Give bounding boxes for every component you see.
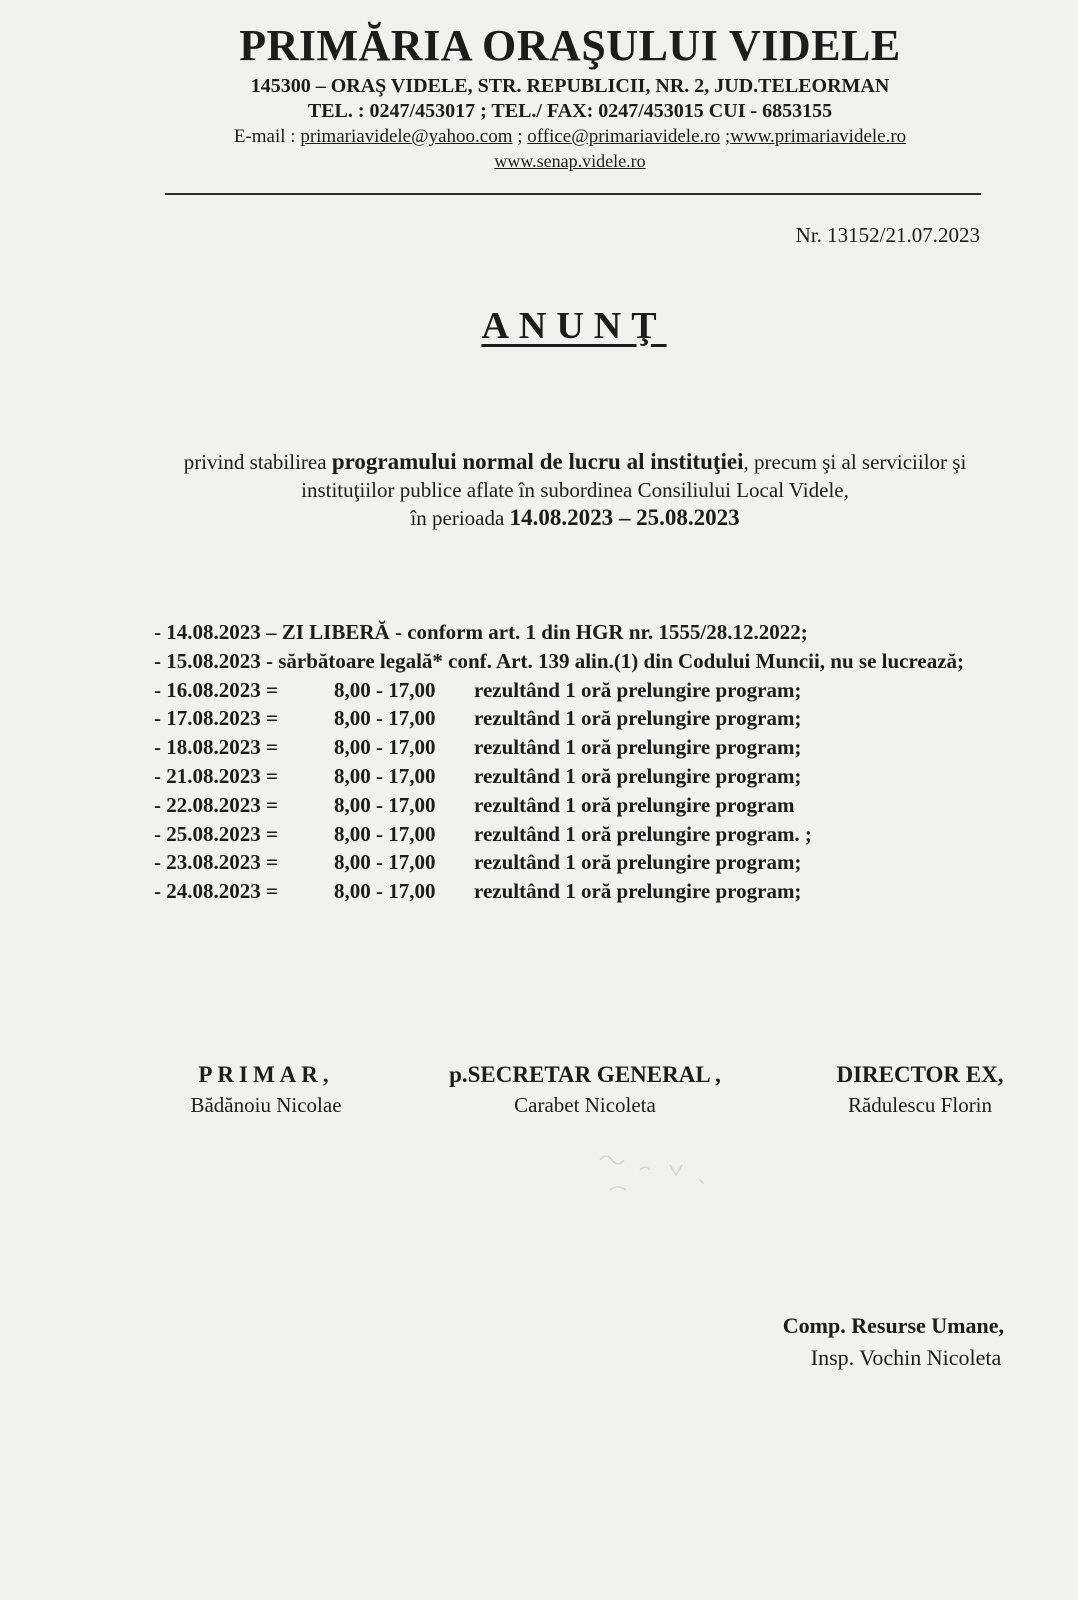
schedule-hours: 8,00 - 17,00 (334, 735, 436, 760)
schedule-row (154, 791, 1014, 820)
period-range: 14.08.2023 – 25.08.2023 (509, 505, 740, 530)
period-text: în perioada (410, 506, 510, 530)
separator: ; (720, 126, 731, 147)
schedule-row (154, 676, 1014, 705)
schedule-item-holiday: - 15.08.2023 - sărbătoare legală* conf. Art. 139 alin.(1) din Codului Muncii, nu se lucrează; (154, 648, 965, 673)
separator: ; (512, 126, 528, 147)
signature-name: Carabet Nicoleta (514, 1093, 656, 1117)
schedule-row (154, 877, 1014, 906)
signature-name: Bădănoiu Nicolae (190, 1093, 342, 1117)
announcement-intro (170, 448, 980, 532)
schedule-date: - 24.08.2023 = (154, 879, 278, 904)
email-link-2[interactable]: office@primariavidele.ro (527, 126, 721, 147)
schedule-note: rezultând 1 oră prelungire program. ; (474, 821, 812, 846)
website-link-2[interactable]: www.senap.videle.ro (494, 151, 646, 171)
schedule-item-day-off: - 14.08.2023 – ZI LIBERĂ - conform art. 1 din HGR nr. 1555/28.12.2022; (154, 620, 808, 644)
schedule-date: - 16.08.2023 = (154, 677, 278, 702)
signature-role: DIRECTOR EX, (836, 1062, 1004, 1087)
schedule-row (154, 820, 1014, 849)
schedule-row (154, 704, 1014, 733)
signature-name: Rădulescu Florin (847, 1093, 993, 1117)
intro-text: , precum şi al serviciilor şi instituţiilor publice aflate în subordinea Consiliului Local Videle, (301, 450, 967, 502)
hr-department-signature (783, 1310, 1004, 1374)
schedule-date: - 18.08.2023 = (154, 735, 278, 760)
faint-stamp-mark (580, 1140, 750, 1210)
org-name: PRIMĂRIA ORAŞULUI VIDELE (239, 21, 901, 70)
signature-role: p.SECRETAR GENERAL , (449, 1062, 721, 1087)
org-contact-line (0, 124, 1078, 149)
schedule-row (154, 848, 1014, 877)
schedule-date: - 25.08.2023 = (154, 821, 278, 846)
schedule-hours: 8,00 - 17,00 (334, 677, 436, 702)
schedule-hours: 8,00 - 17,00 (334, 821, 436, 846)
schedule-note: rezultând 1 oră prelungire program; (474, 763, 802, 788)
signature-secretary (430, 1060, 740, 1120)
website-link-1[interactable]: www.primariavidele.ro (730, 126, 907, 147)
schedule-note: rezultând 1 oră prelungire program; (474, 706, 802, 731)
schedule-note: rezultând 1 oră prelungire program; (474, 850, 802, 875)
schedule-note: rezultând 1 oră prelungire program; (474, 735, 802, 760)
schedule-row (154, 762, 1014, 791)
schedule-date: - 21.08.2023 = (154, 763, 278, 788)
signature-mayor (166, 1060, 366, 1120)
schedule-row (154, 733, 1014, 762)
org-phones: TEL. : 0247/453017 ; TEL./ FAX: 0247/453015 CUI - 6853155 (307, 100, 833, 122)
email-label: E-mail : (233, 126, 296, 147)
schedule-date: - 23.08.2023 = (154, 850, 278, 875)
schedule-date: - 22.08.2023 = (154, 792, 278, 817)
signature-role: Comp. Resurse Umane, (782, 1313, 1004, 1338)
schedule-note: rezultând 1 oră prelungire program; (474, 879, 802, 904)
org-address: 145300 – ORAŞ VIDELE, STR. REPUBLICII, NR. 2, JUD.TELEORMAN (250, 75, 890, 97)
signature-role: PRIMAR, (198, 1062, 334, 1087)
org-website-line (0, 149, 1078, 173)
intro-text: privind stabilirea (183, 450, 332, 474)
schedule-hours: 8,00 - 17,00 (334, 763, 436, 788)
schedule-hours: 8,00 - 17,00 (334, 706, 436, 731)
intro-emphasis: programului normal de lucru al instituţiei (331, 449, 744, 474)
letterhead (0, 18, 1078, 173)
schedule-hours: 8,00 - 17,00 (334, 792, 436, 817)
header-divider (165, 193, 981, 195)
signature-name: Insp. Vochin Nicoleta (810, 1345, 1002, 1370)
registration-number: Nr. 13152/21.07.2023 (795, 223, 980, 247)
schedule-note: rezultând 1 oră prelungire program; (474, 677, 802, 702)
schedule-hours: 8,00 - 17,00 (334, 879, 436, 904)
signature-director (820, 1060, 1020, 1120)
schedule-date: - 17.08.2023 = (154, 706, 278, 731)
schedule-hours: 8,00 - 17,00 (334, 850, 436, 875)
schedule-note: rezultând 1 oră prelungire program (474, 792, 795, 817)
document-title: ANUNŢ (481, 305, 667, 347)
email-link-1[interactable]: primariavidele@yahoo.com (300, 126, 513, 147)
schedule-list (154, 618, 1014, 906)
